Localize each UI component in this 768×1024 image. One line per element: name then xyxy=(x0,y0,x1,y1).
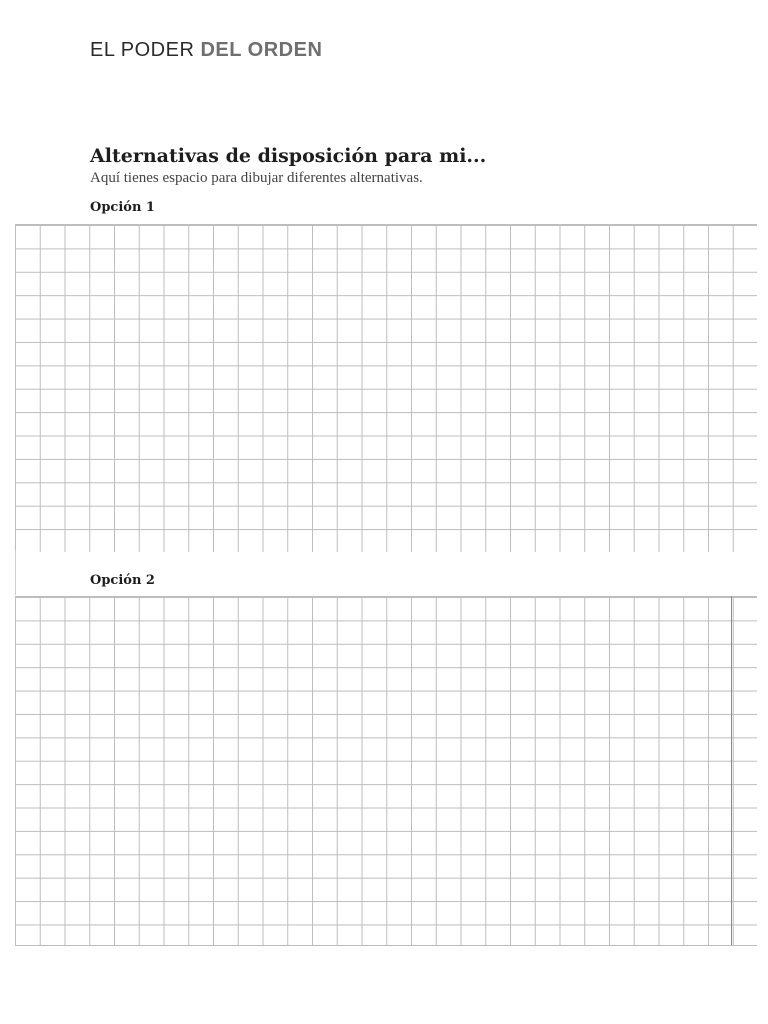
header-title-light: EL PODER xyxy=(90,39,195,61)
section-subtitle: Aquí tienes espacio para dibujar diferentes alternativas. xyxy=(90,170,423,186)
section-title: Alternativas de disposición para mi... xyxy=(90,145,487,167)
header-title-bold: DEL ORDEN xyxy=(200,39,323,61)
option-2-label: Opción 2 xyxy=(90,573,155,588)
option-1-drawing-grid xyxy=(15,224,757,552)
book-header xyxy=(90,38,322,62)
option-1-label: Opción 1 xyxy=(90,200,155,215)
option-2-drawing-grid xyxy=(15,596,757,946)
grid-edge-line xyxy=(731,596,732,945)
grid-separator-line xyxy=(15,551,16,595)
